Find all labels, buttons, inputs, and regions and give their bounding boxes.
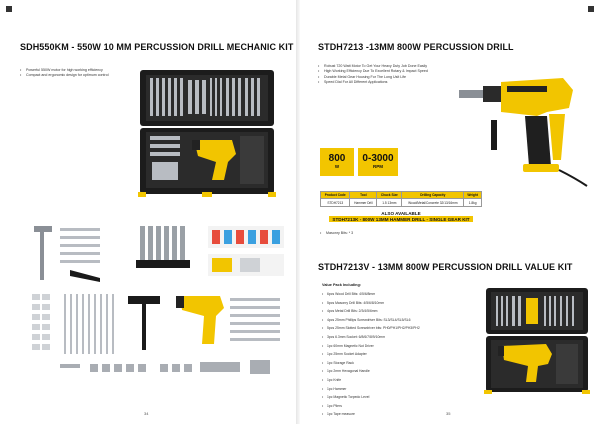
spec-cell: Hammer Drill — [350, 199, 377, 206]
pack-item: • 4pcs Metal Drill Bits: 2/3/4/5/6mm — [322, 307, 492, 316]
spec-cell: 1.8kg — [464, 199, 482, 206]
feature-item: • High Working Efficiency Due To Excellent Rotary & Impact Speed — [318, 69, 478, 74]
spec-header: Drilling Capacity — [402, 192, 464, 199]
spec-cell: Wood/Metal/Concrete 32/13/16mm — [402, 199, 464, 206]
pack-item: • 1pc Magnetic Torpedo Level — [322, 393, 492, 402]
pack-item: • 1pc Storage Rack — [322, 359, 492, 368]
spec-table-row — [321, 199, 482, 206]
spec-header: Tool — [350, 192, 377, 199]
spec-header: Product Code — [321, 192, 350, 199]
tool-set-image-top — [30, 220, 290, 290]
feature-item: • Robust 720 Watt Motor To Get Your Heavy Duty Job Done Easily — [318, 64, 478, 69]
value-kit-case-image — [482, 288, 592, 396]
page-number: 34 — [144, 411, 149, 416]
pack-item: • 1pc 60mm Magnetic Nut Driver — [322, 342, 492, 351]
page-number: 35 — [446, 411, 451, 416]
speed-unit: RPM — [373, 164, 383, 169]
power-value: 800 — [328, 153, 346, 164]
speed-badge — [358, 148, 398, 176]
speed-value: 0-3000 — [362, 153, 394, 164]
spec-table — [320, 191, 482, 207]
pack-item: • 1pc Hammer — [322, 385, 492, 394]
power-badge — [320, 148, 354, 176]
product2-title: STDH7213V - 13MM 800W PERCUSSION DRILL VALUE KIT — [318, 262, 573, 272]
crop-mark — [6, 6, 12, 12]
value-pack-list — [322, 290, 492, 419]
feature-item: • Powerful 550W motor for high working efficiency — [20, 68, 109, 73]
pack-item: • 5pcs 25mm Slotted Screwdriver bits: PH0/PH1/PH2/PH3/PH2 — [322, 324, 492, 333]
pack-item: • 6pcs Wood Drill Bits: 4/5/6/8mm — [322, 290, 492, 299]
mechanic-kit-case-image — [132, 70, 282, 200]
product1-extra-list — [320, 231, 353, 236]
right-page — [300, 0, 600, 424]
left-page — [0, 0, 296, 424]
percussion-drill-image — [455, 60, 595, 190]
feature-item: • Compact and ergonomic design for optimum control — [20, 73, 109, 78]
power-unit: W — [334, 164, 340, 169]
pack-item: • 1pc Knife — [322, 376, 492, 385]
spec-header: Weight — [464, 192, 482, 199]
feature-item: • Speed Dial For All Different Applications — [318, 80, 478, 85]
crop-mark — [588, 6, 594, 12]
feature-item: • Durable Metal Gear Housing For The Long Usit Life — [318, 75, 478, 80]
pack-item: • 1pc 25mm Socket Adapter — [322, 350, 492, 359]
tool-set-image-bottom — [30, 290, 290, 390]
also-available-item: STDH7213K - 800W 13MM HAMMER DRILL - SINGLE GEAR KIT — [329, 216, 472, 222]
pack-item: • 3pcs 6.3mm Socket: 6/8/6/7/8/9/10mm — [322, 333, 492, 342]
feature-item: • Masonry Bits: * 3 — [320, 231, 353, 236]
also-available-block — [320, 211, 482, 222]
spec-cell: 1.5 13mm — [377, 199, 402, 206]
pack-item: • 1pc Pliers — [322, 402, 492, 411]
value-pack-heading: Value Pack Including: — [322, 283, 362, 287]
left-product-title: SDH550KM - 550W 10 MM PERCUSSION DRILL MECHANIC KIT — [20, 42, 294, 52]
pack-item: • 1pc Tape measure — [322, 410, 492, 419]
pack-item: • 1pc 2mm Hexagonal Handle — [322, 367, 492, 376]
product1-feature-list — [318, 64, 478, 86]
also-available-label: ALSO AVAILABLE — [381, 211, 421, 216]
spec-header: Chuck Size — [377, 192, 402, 199]
spec-table-header-row — [321, 192, 482, 199]
left-feature-list — [20, 68, 109, 79]
pack-item: • 4pcs 25mm Phillips Screwdriver Bits: SL3/SL4/SL5/SL6 — [322, 316, 492, 325]
spec-cell: STDH7213 — [321, 199, 350, 206]
product1-title: STDH7213 -13MM 800W PERCUSSION DRILL — [318, 42, 514, 52]
pack-item: • 5pcs Masonry Drill Bits: 4/5/6/8/10mm — [322, 299, 492, 308]
